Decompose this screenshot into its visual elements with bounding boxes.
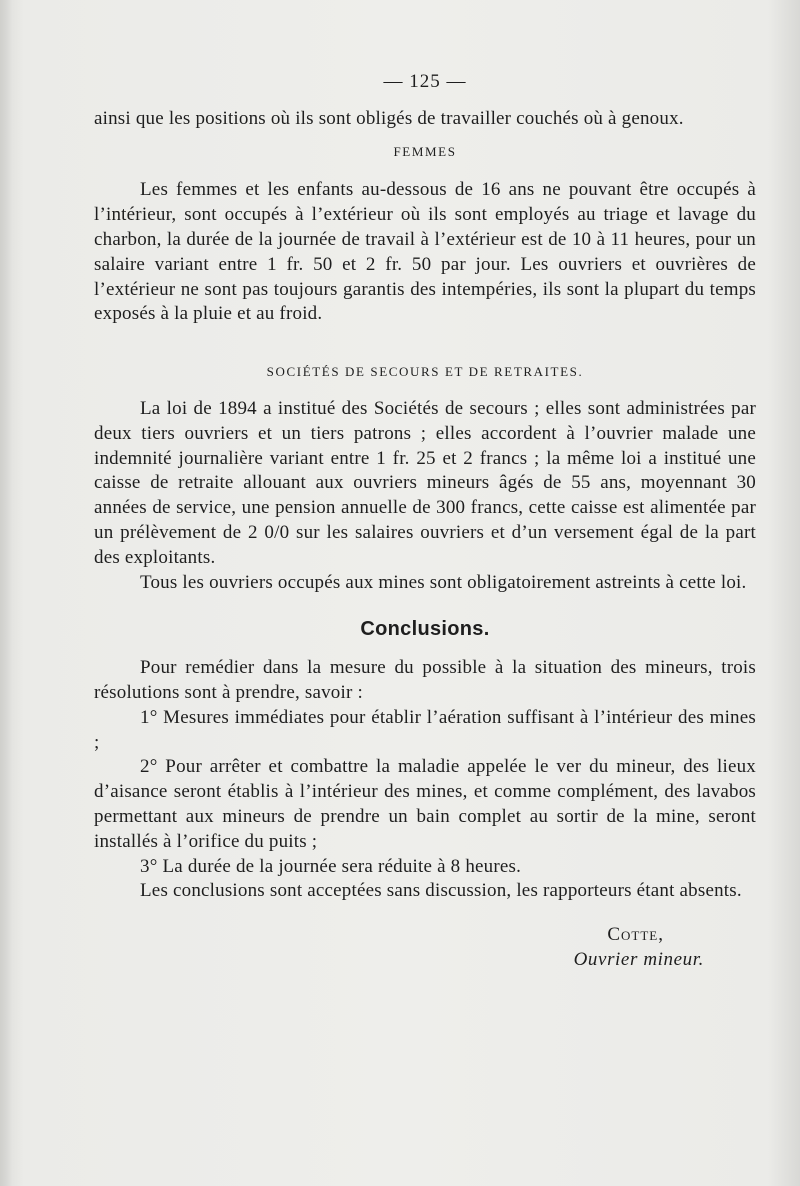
conclusions-heading: Conclusions.: [360, 618, 490, 641]
societes-paragraph-1: La loi de 1894 a institué des Sociétés de secours ; elles sont administrées par deux tiers ouvriers et un tiers patrons ; elles accordent à l’ouvrier malade une indemnité journalière variant entre 1 fr. 25 et 2 francs ; la même loi a institué une caisse de retraite allouant aux ouvriers mineurs âgés de 55 ans, moyennant 30 années de service, une pension annuelle de 300 francs, cette caisse est alimentée par un prélèvement de 2 0/0 sur les salaires ouvriers et d’un versement égal de la part des exploitants.: [94, 397, 756, 568]
conclusions-item-3: 3° La durée de la journée sera réduite à 8 heures.: [140, 855, 522, 877]
page-number: — 125 —: [383, 71, 467, 92]
signature-block: [94, 922, 756, 972]
societes-heading: SOCIÉTÉS DE SECOURS ET DE RETRAITES.: [266, 364, 584, 380]
conclusions-item-1: 1° Mesures immédiates pour établir l’aération suffisant à l’intérieur des mines ;: [94, 706, 756, 753]
signature-name: Cotte,: [607, 924, 664, 946]
femmes-heading: FEMMES: [393, 143, 457, 159]
intro-paragraph: ainsi que les positions où ils sont obligés de travailler couchés où à genoux.: [94, 107, 684, 129]
page-gutter-shadow: [0, 0, 12, 1186]
text-column: [94, 70, 756, 972]
societes-paragraph-2: Tous les ouvriers occupés aux mines sont obligatoirement astreints à cette loi.: [140, 571, 747, 593]
conclusions-item-2: 2° Pour arrêter et combattre la maladie appelée le ver du mineur, des lieux d’aisance seront établis à l’intérieur des mines, et comme complément, des lavabos permettant aux mineurs de prendre un bain complet au sortir de la mine, seront installés à l’orifice du puits ;: [94, 756, 756, 852]
conclusions-closing: Les conclusions sont acceptées sans discussion, les rapporteurs étant absents.: [140, 880, 742, 902]
signature-title: Ouvrier mineur.: [573, 949, 704, 971]
femmes-paragraph: Les femmes et les enfants au-dessous de 16 ans ne pouvant être occupés à l’intérieur, sont occupés à l’extérieur où ils sont employés au triage et lavage du charbon, la durée de la journée de travail à l’extérieur est de 10 à 11 heures, pour un salaire variant entre 1 fr. 50 et 2 fr. 50 par jour. Les ouvriers et ouvrières de l’extérieur ne sont pas toujours garantis des intempéries, ils sont la plupart du temps exposés à la pluie et au froid.: [94, 179, 756, 325]
conclusions-intro: Pour remédier dans la mesure du possible à la situation des mineurs, trois résolutions sont à prendre, savoir :: [94, 657, 756, 703]
